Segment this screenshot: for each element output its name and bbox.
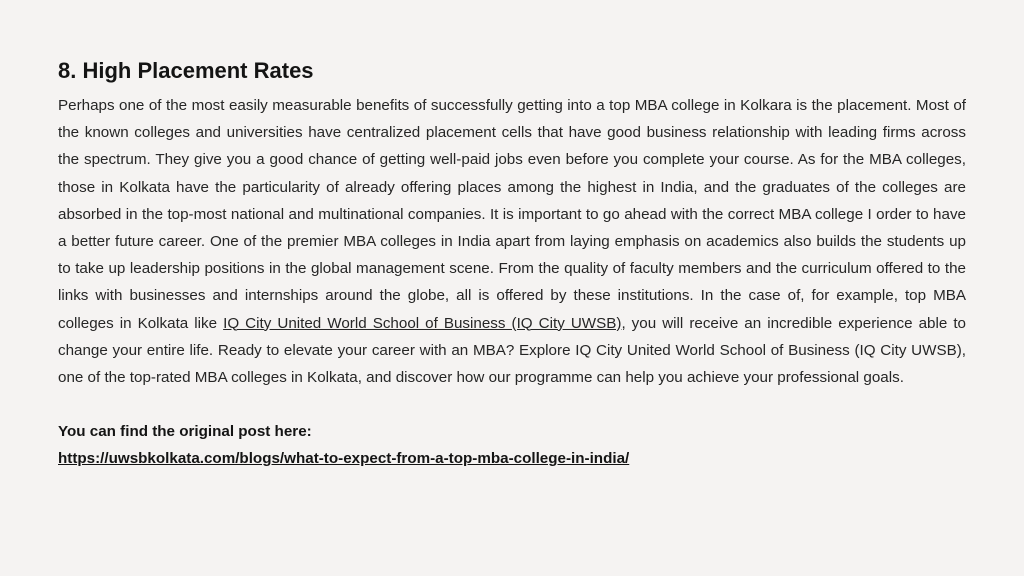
section-heading: 8. High Placement Rates — [58, 58, 314, 83]
source-label: You can find the original post here: — [58, 423, 312, 441]
body-paragraph — [58, 92, 966, 391]
paragraph-text-before-link: Perhaps one of the most easily measurable benefits of successfully getting into a top MBA college in Kolkara is the placement. Most of the known colleges and universities have centralized placement cells that have good business relationship with leading firms across the spectrum. They give you a good chance of getting well-paid jobs even before you complete your course. As for the MBA colleges, those in Kolkata have the particularity of already offering places among the highest in India, and the graduates of the colleges are absorbed in the top-most national and multinational companies. It is important to go ahead with the correct MBA college I order to have a better future career. One of the premier MBA colleges in India apart from laying emphasis on academics also builds the students up to take up leadership positions in the global management scene. From the quality of faculty members and the curriculum offered to the links with businesses and internships around the globe, all is offered by these institutions. In the case of, for example, top MBA colleges in Kolkata like — [58, 97, 966, 332]
paragraph-text-after-link: , you will receive an incredible experience able to change your entire life. Ready to elevate your career with an MBA? Explore IQ City United World School of Business (IQ City UWSB), one of the top-rated MBA colleges in Kolkata, and discover how our programme can help you achieve your professional goals. — [58, 314, 966, 387]
original-post-link[interactable]: https://uwsbkolkata.com/blogs/what-to-expect-from-a-top-mba-college-in-india/ — [58, 450, 630, 468]
iq-city-uwsb-link[interactable]: IQ City United World School of Business (IQ City UWSB) — [223, 314, 622, 332]
source-block — [58, 418, 966, 472]
slide-content — [58, 56, 966, 473]
